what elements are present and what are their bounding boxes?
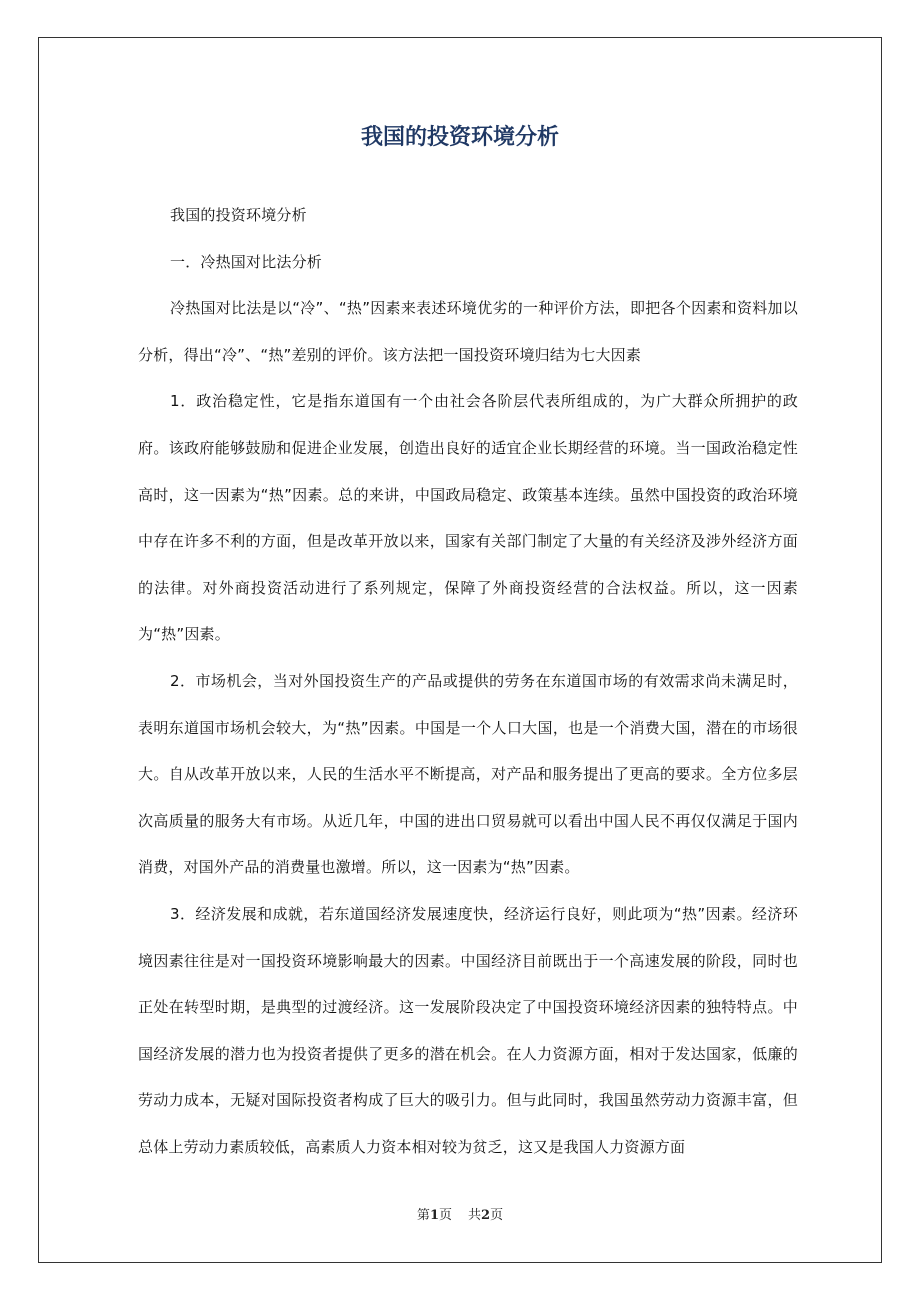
page-footer	[0, 1206, 920, 1226]
document-title: 我国的投资环境分析	[360, 125, 559, 150]
footer-page-prefix: 第	[416, 1208, 430, 1223]
paragraph-section-heading: 一．冷热国对比法分析	[170, 252, 323, 271]
paragraph-market-opportunity: 2．市场机会，当对外国投资生产的产品或提供的劳务在东道国市场的有效需求尚未满足时，表明东道国市场机会较大，为“热”因素。中国是一个人口大国，也是一个消费大国，潜在的市场很大。自从改革开放以来，人民的生活水平不断提高，对产品和服务提出了更高的要求。全方位多层次高质量的服务大有市场。从近几年，中国的进出口贸易就可以看出中国人民不再仅仅满足于国内消费，对国外产品的消费量也激增。所以，这一因素为“热”因素。	[138, 671, 798, 877]
footer-page-current: 1	[429, 1208, 439, 1223]
footer-total-unit: 页	[490, 1208, 504, 1223]
footer-page-total: 2	[481, 1208, 491, 1223]
paragraph-intro: 冷热国对比法是以“冷”、“热”因素来表述环境优劣的一种评价方法，即把各个因素和资料加以分析，得出“冷”、“热”差别的评价。该方法把一国投资环境归结为七大因素	[138, 299, 798, 364]
paragraph-political-stability: 1．政治稳定性，它是指东道国有一个由社会各阶层代表所组成的，为广大群众所拥护的政府。该政府能够鼓励和促进企业发展，创造出良好的适宜企业长期经营的环境。当一国政治稳定性高时，这一因素为“热”因素。总的来讲，中国政局稳定、政策基本连续。虽然中国投资的政治环境中存在许多不利的方面，但是改革开放以来，国家有关部门制定了大量的有关经济及涉外经济方面的法律。对外商投资活动进行了系列规定，保障了外商投资经营的合法权益。所以，这一因素为“热”因素。	[138, 392, 798, 644]
footer-page-unit: 页	[438, 1208, 452, 1223]
paragraph-subtitle: 我国的投资环境分析	[170, 206, 307, 224]
footer-total-prefix: 共	[468, 1208, 482, 1223]
document-body	[138, 192, 798, 1170]
paragraph-economic-development: 3．经济发展和成就，若东道国经济发展速度快，经济运行良好，则此项为“热”因素。经济环境因素往往是对一国投资环境影响最大的因素。中国经济目前既出于一个高速发展的阶段，同时也正处在转型时期，是典型的过渡经济。这一发展阶段决定了中国投资环境经济因素的独特特点。中国经济发展的潜力也为投资者提供了更多的潜在机会。在人力资源方面，相对于发达国家，低廉的劳动力成本，无疑对国际投资者构成了巨大的吸引力。但与此同时，我国虽然劳动力资源丰富，但总体上劳动力素质较低，高素质人力资本相对较为贫乏，这又是我国人力资源方面	[138, 904, 798, 1156]
